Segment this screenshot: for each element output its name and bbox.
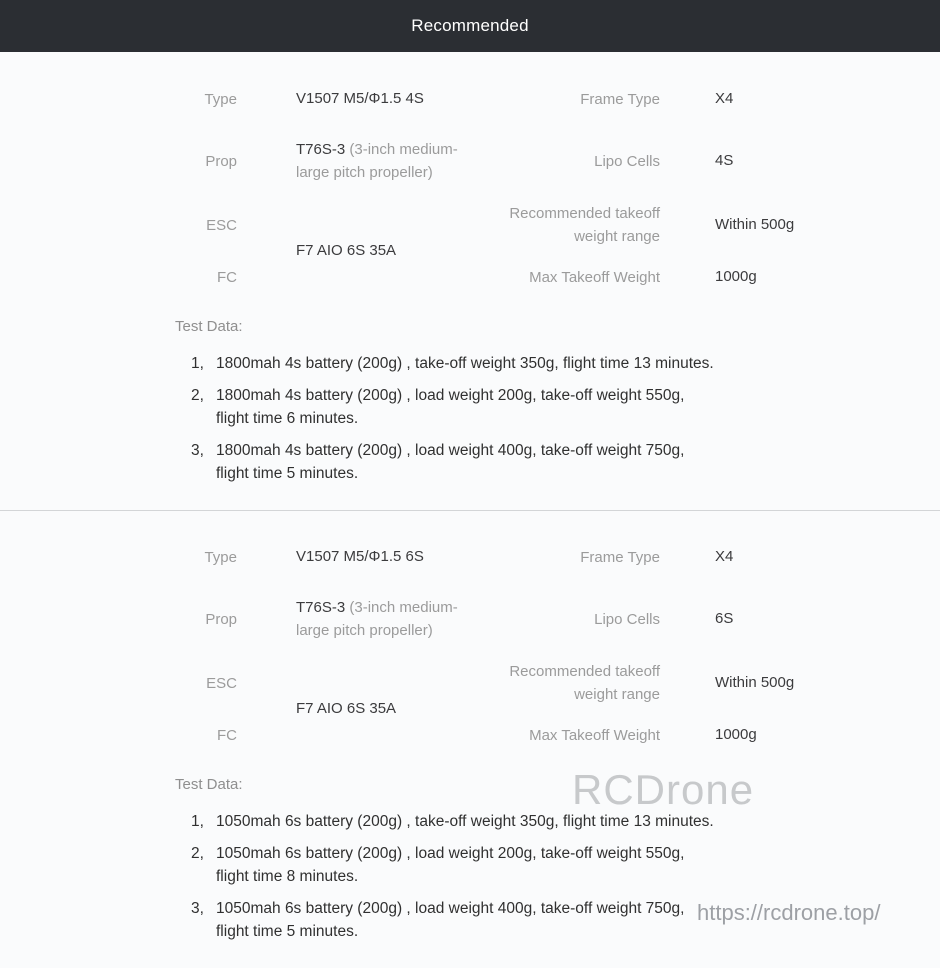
spec-label-type: Type — [204, 90, 237, 108]
test-item-text: 1050mah 6s battery (200g) , load weight 200g, take-off weight 550g, flight time 8 minutes. — [216, 845, 685, 885]
prop-model: T76S-3 — [296, 598, 346, 616]
spec-value-recommended-takeoff: Within 500g — [715, 674, 795, 692]
test-data-label: Test Data: — [175, 776, 243, 793]
header-title: Recommended — [411, 16, 529, 35]
test-data-label: Test Data: — [175, 318, 243, 335]
spec-value-max-takeoff: 1000g — [715, 268, 757, 286]
spec-value-prop — [237, 138, 466, 185]
spec-value-esc-fc: F7 AIO 6S 35A — [296, 700, 397, 718]
spec-label-esc: ESC — [206, 216, 237, 234]
spec-label-frame-type: Frame Type — [580, 90, 660, 108]
test-item-number: 2, — [191, 387, 204, 404]
test-item-text: 1050mah 6s battery (200g) , take-off weight 350g, flight time 13 minutes. — [216, 813, 714, 830]
test-data-list — [0, 352, 940, 485]
test-item-text: 1800mah 4s battery (200g) , load weight 200g, take-off weight 550g, flight time 6 minutes. — [216, 387, 685, 427]
spec-label-esc: ESC — [206, 674, 237, 692]
spec-label-prop: Prop — [205, 152, 237, 170]
test-item-number: 1, — [191, 813, 204, 830]
test-item-text: 1800mah 4s battery (200g) , load weight 400g, take-off weight 750g, flight time 5 minutes. — [216, 442, 685, 482]
spec-label-lipo-cells: Lipo Cells — [594, 610, 660, 628]
spec-label-max-takeoff: Max Takeoff Weight — [529, 268, 660, 286]
test-item-number: 3, — [191, 442, 204, 459]
spec-value-type: V1507 M5/Φ1.5 6S — [296, 548, 424, 566]
spec-value-frame-type: X4 — [715, 548, 734, 566]
test-item-text: 1800mah 4s battery (200g) , take-off weight 350g, flight time 13 minutes. — [216, 355, 714, 372]
spec-value-type: V1507 M5/Φ1.5 4S — [296, 90, 424, 108]
spec-value-frame-type: X4 — [715, 90, 734, 108]
spec-label-fc: FC — [217, 268, 237, 286]
spec-value-lipo-cells: 4S — [715, 152, 734, 170]
spec-value-max-takeoff: 1000g — [715, 726, 757, 744]
spec-grid — [0, 75, 940, 303]
spec-grid — [0, 533, 940, 761]
spec-section-4s — [0, 52, 940, 511]
watermark-brand: RCDrone — [572, 766, 755, 813]
test-data-item — [0, 842, 940, 888]
spec-label-type: Type — [204, 548, 237, 566]
spec-label-frame-type: Frame Type — [580, 548, 660, 566]
spec-label-fc: FC — [217, 726, 237, 744]
prop-model: T76S-3 — [296, 140, 346, 158]
spec-value-lipo-cells: 6S — [715, 610, 734, 628]
test-data-item — [0, 439, 940, 485]
test-item-number: 3, — [191, 900, 204, 917]
spec-label-recommended-takeoff: Recommended takeoff weight range — [509, 663, 660, 703]
watermark-url: https://rcdrone.top/ — [697, 900, 881, 925]
spec-label-max-takeoff: Max Takeoff Weight — [529, 726, 660, 744]
test-data-item — [0, 384, 940, 430]
recommended-header — [0, 0, 940, 52]
spec-label-prop: Prop — [205, 610, 237, 628]
spec-label-lipo-cells: Lipo Cells — [594, 152, 660, 170]
spec-label-recommended-takeoff: Recommended takeoff weight range — [509, 205, 660, 245]
test-item-text: 1050mah 6s battery (200g) , load weight 400g, take-off weight 750g, flight time 5 minutes. — [216, 900, 685, 940]
spec-value-prop — [237, 596, 466, 643]
test-item-number: 1, — [191, 355, 204, 372]
spec-value-recommended-takeoff: Within 500g — [715, 216, 795, 234]
spec-value-esc-fc: F7 AIO 6S 35A — [296, 242, 397, 260]
test-item-number: 2, — [191, 845, 204, 862]
test-data-item — [0, 352, 940, 375]
prop-note: (3-inch medium-large pitch propeller) — [296, 598, 458, 639]
test-data-item — [0, 810, 940, 833]
prop-note: (3-inch medium-large pitch propeller) — [296, 140, 458, 181]
